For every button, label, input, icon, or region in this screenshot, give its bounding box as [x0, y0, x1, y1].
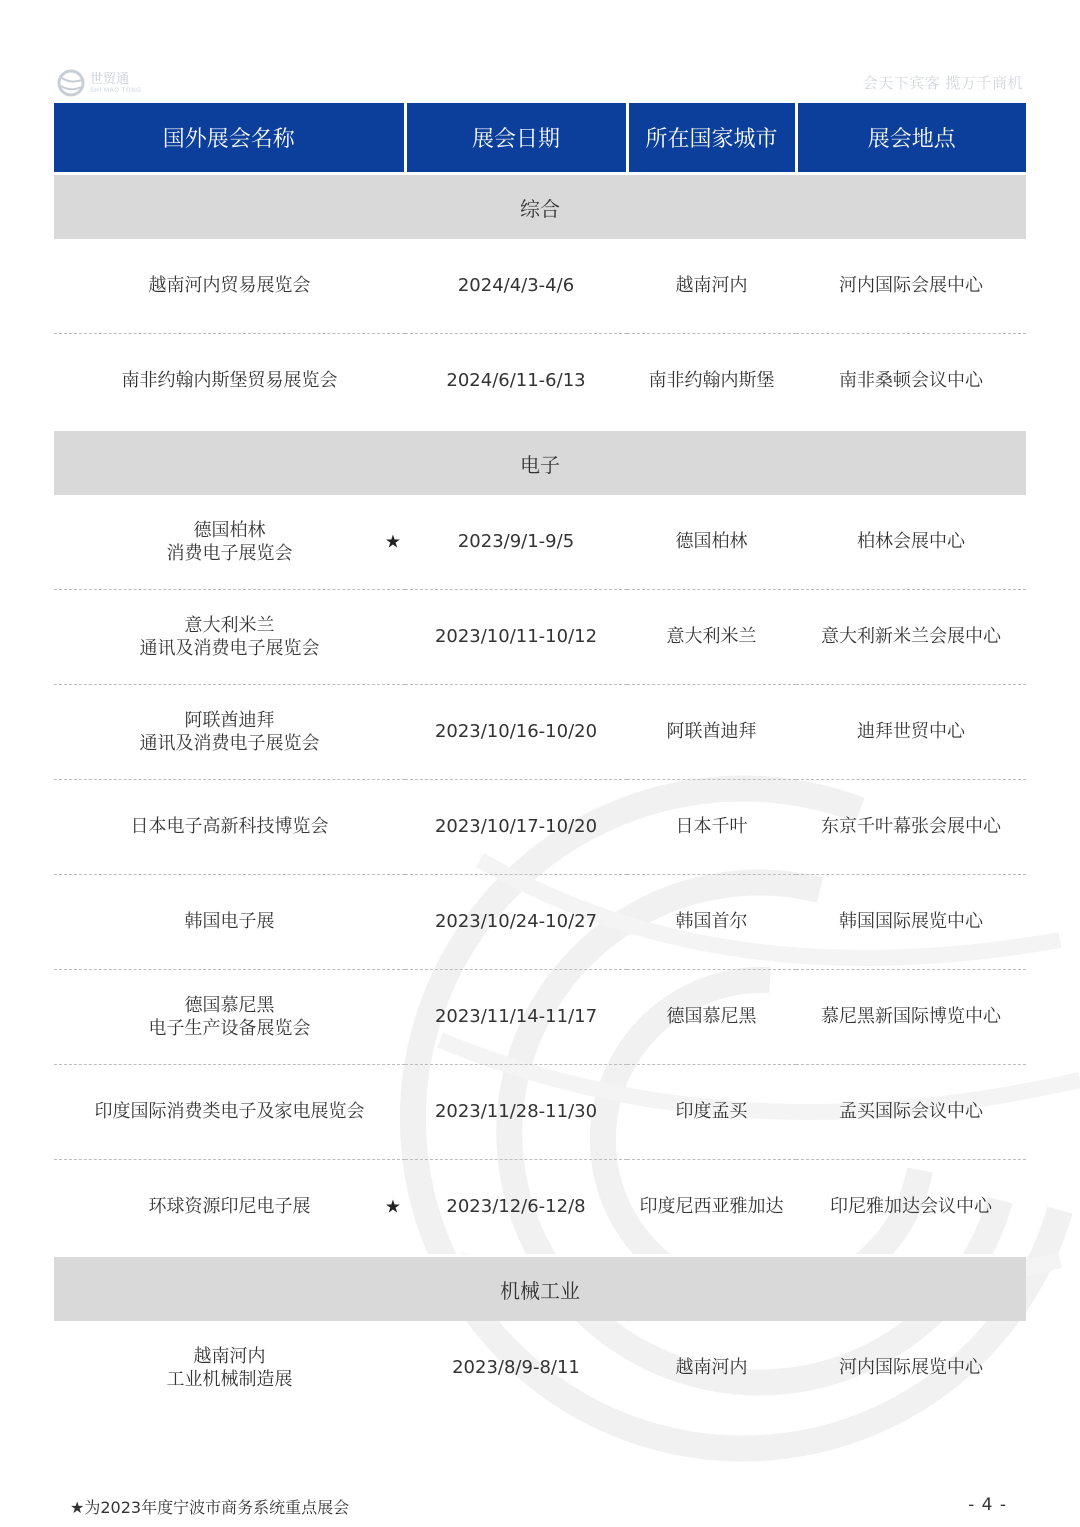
- exhibition-venue-cell: 孟买国际会议中心: [796, 1065, 1026, 1160]
- exhibition-city-cell: 意大利米兰: [627, 590, 796, 685]
- exhibition-name-line: 德国柏林: [193, 519, 266, 541]
- exhibition-venue-cell: 韩国国际展览中心: [796, 875, 1026, 970]
- table-row: [54, 334, 1026, 430]
- table-header-row: [54, 103, 1026, 174]
- exhibition-name-line: 越南河内贸易展览会: [148, 275, 311, 297]
- category-row: [54, 430, 1026, 496]
- table-body: [54, 174, 1026, 1416]
- exhibition-venue-cell: 河内国际会展中心: [796, 239, 1026, 334]
- exhibition-venue-cell: 柏林会展中心: [796, 495, 1026, 590]
- exhibition-venue-cell: 南非桑顿会议中心: [796, 334, 1026, 430]
- table-row: [54, 875, 1026, 970]
- exhibition-venue-cell: 意大利新米兰会展中心: [796, 590, 1026, 685]
- exhibition-name-line: 阿联酋迪拜: [184, 709, 275, 731]
- exhibition-date-cell: 2023/9/1-9/5: [405, 495, 627, 590]
- table-row: [54, 1321, 1026, 1415]
- exhibition-name-line: 德国慕尼黑: [184, 994, 275, 1016]
- exhibition-venue-cell: 迪拜世贸中心: [796, 685, 1026, 780]
- exhibition-name-line: 通讯及消费电子展览会: [139, 733, 320, 754]
- exhibition-city-cell: 日本千叶: [627, 780, 796, 875]
- exhibition-date-cell: 2023/12/6-12/8: [405, 1160, 627, 1256]
- exhibition-city-cell: 越南河内: [675, 1357, 748, 1379]
- table-row: [54, 1160, 1026, 1256]
- exhibition-date-cell: 2024/4/3-4/6: [405, 239, 627, 334]
- exhibition-name-line: 越南河内: [193, 1345, 266, 1367]
- exhibition-name-line: 南非约翰内斯堡贸易展览会: [121, 370, 338, 392]
- exhibition-name-line: 消费电子展览会: [166, 543, 293, 564]
- column-header-venue: 展会地点: [796, 103, 1026, 174]
- table-row: [54, 495, 1026, 590]
- header-slogan: 会天下宾客 揽万千商机: [862, 74, 1023, 92]
- column-header-name: 国外展会名称: [54, 103, 405, 174]
- exhibition-city-cell: 印度尼西亚雅加达: [627, 1160, 796, 1256]
- key-exhibition-star-icon: ★: [384, 1196, 401, 1218]
- exhibition-date-cell: 2023/11/28-11/30: [405, 1065, 627, 1160]
- globe-logo-icon: [56, 68, 86, 98]
- category-label: 电子: [54, 430, 1026, 496]
- category-label: 综合: [54, 174, 1026, 240]
- exhibition-name-line: 电子生产设备展览会: [148, 1018, 311, 1039]
- exhibition-name-line: 日本电子高新科技博览会: [130, 816, 329, 838]
- exhibition-city-cell: 德国慕尼黑: [627, 970, 796, 1065]
- exhibition-name-line: 工业机械制造展: [166, 1369, 293, 1390]
- exhibition-city-cell: 德国柏林: [627, 495, 796, 590]
- exhibition-date-cell: 2023/11/14-11/17: [405, 970, 627, 1065]
- exhibition-venue-cell: 东京千叶幕张会展中心: [796, 780, 1026, 875]
- exhibition-name-cell: [54, 875, 405, 970]
- key-exhibition-star-icon: ★: [384, 531, 401, 553]
- exhibition-city-cell: 阿联酋迪拜: [627, 685, 796, 780]
- exhibition-name-line: 通讯及消费电子展览会: [139, 638, 320, 659]
- table-row: [54, 780, 1026, 875]
- exhibition-date-cell: 2023/10/16-10/20: [405, 685, 627, 780]
- exhibition-name-line: 意大利米兰: [184, 614, 275, 636]
- exhibition-name-cell: [54, 780, 405, 875]
- exhibition-name-cell: [54, 970, 405, 1065]
- column-header-date: 展会日期: [405, 103, 627, 174]
- exhibition-date-cell: 2023/8/9-8/11: [452, 1357, 580, 1379]
- exhibition-name-line: 韩国电子展: [184, 911, 275, 933]
- exhibition-date-cell: 2023/10/11-10/12: [405, 590, 627, 685]
- page-number: - 4 -: [968, 1495, 1007, 1515]
- exhibition-venue-cell: 印尼雅加达会议中心: [796, 1160, 1026, 1256]
- exhibition-name-cell: [54, 239, 405, 334]
- exhibition-name-cell: [54, 1160, 405, 1256]
- footnote: ★为2023年度宁波市商务系统重点展会: [70, 1498, 350, 1517]
- category-label: 机械工业: [54, 1256, 1026, 1322]
- category-row: [54, 1256, 1026, 1322]
- exhibition-name-cell: [54, 685, 405, 780]
- table-row: [54, 239, 1026, 334]
- exhibition-venue-cell: 河内国际展览中心: [839, 1357, 983, 1379]
- column-header-city: 所在国家城市: [627, 103, 796, 174]
- category-row: [54, 174, 1026, 240]
- exhibition-name-line: 印度国际消费类电子及家电展览会: [94, 1101, 365, 1123]
- logo-text: 世贸通: [90, 71, 130, 87]
- exhibition-table: [54, 103, 1026, 1415]
- exhibition-name-cell: [54, 1321, 405, 1415]
- exhibition-name-cell: [54, 495, 405, 590]
- table-row: [54, 970, 1026, 1065]
- exhibition-date-cell: 2023/10/24-10/27: [405, 875, 627, 970]
- exhibition-name-cell: [54, 334, 405, 430]
- table-row: [54, 1065, 1026, 1160]
- table-row: [54, 685, 1026, 780]
- table-row: [54, 590, 1026, 685]
- exhibition-date-cell: 2024/6/11-6/13: [405, 334, 627, 430]
- logo-subtext: SHI MAO TONG: [90, 86, 142, 94]
- exhibition-city-cell: 韩国首尔: [627, 875, 796, 970]
- exhibition-city-cell: 南非约翰内斯堡: [627, 334, 796, 430]
- exhibition-name-cell: [54, 590, 405, 685]
- brand-logo: [56, 68, 141, 98]
- exhibition-name-cell: [54, 1065, 405, 1160]
- exhibition-date-cell: 2023/10/17-10/20: [405, 780, 627, 875]
- exhibition-name-line: 环球资源印尼电子展: [148, 1196, 311, 1218]
- exhibition-city-cell: 印度孟买: [627, 1065, 796, 1160]
- exhibition-venue-cell: 慕尼黑新国际博览中心: [796, 970, 1026, 1065]
- exhibition-city-cell: 越南河内: [627, 239, 796, 334]
